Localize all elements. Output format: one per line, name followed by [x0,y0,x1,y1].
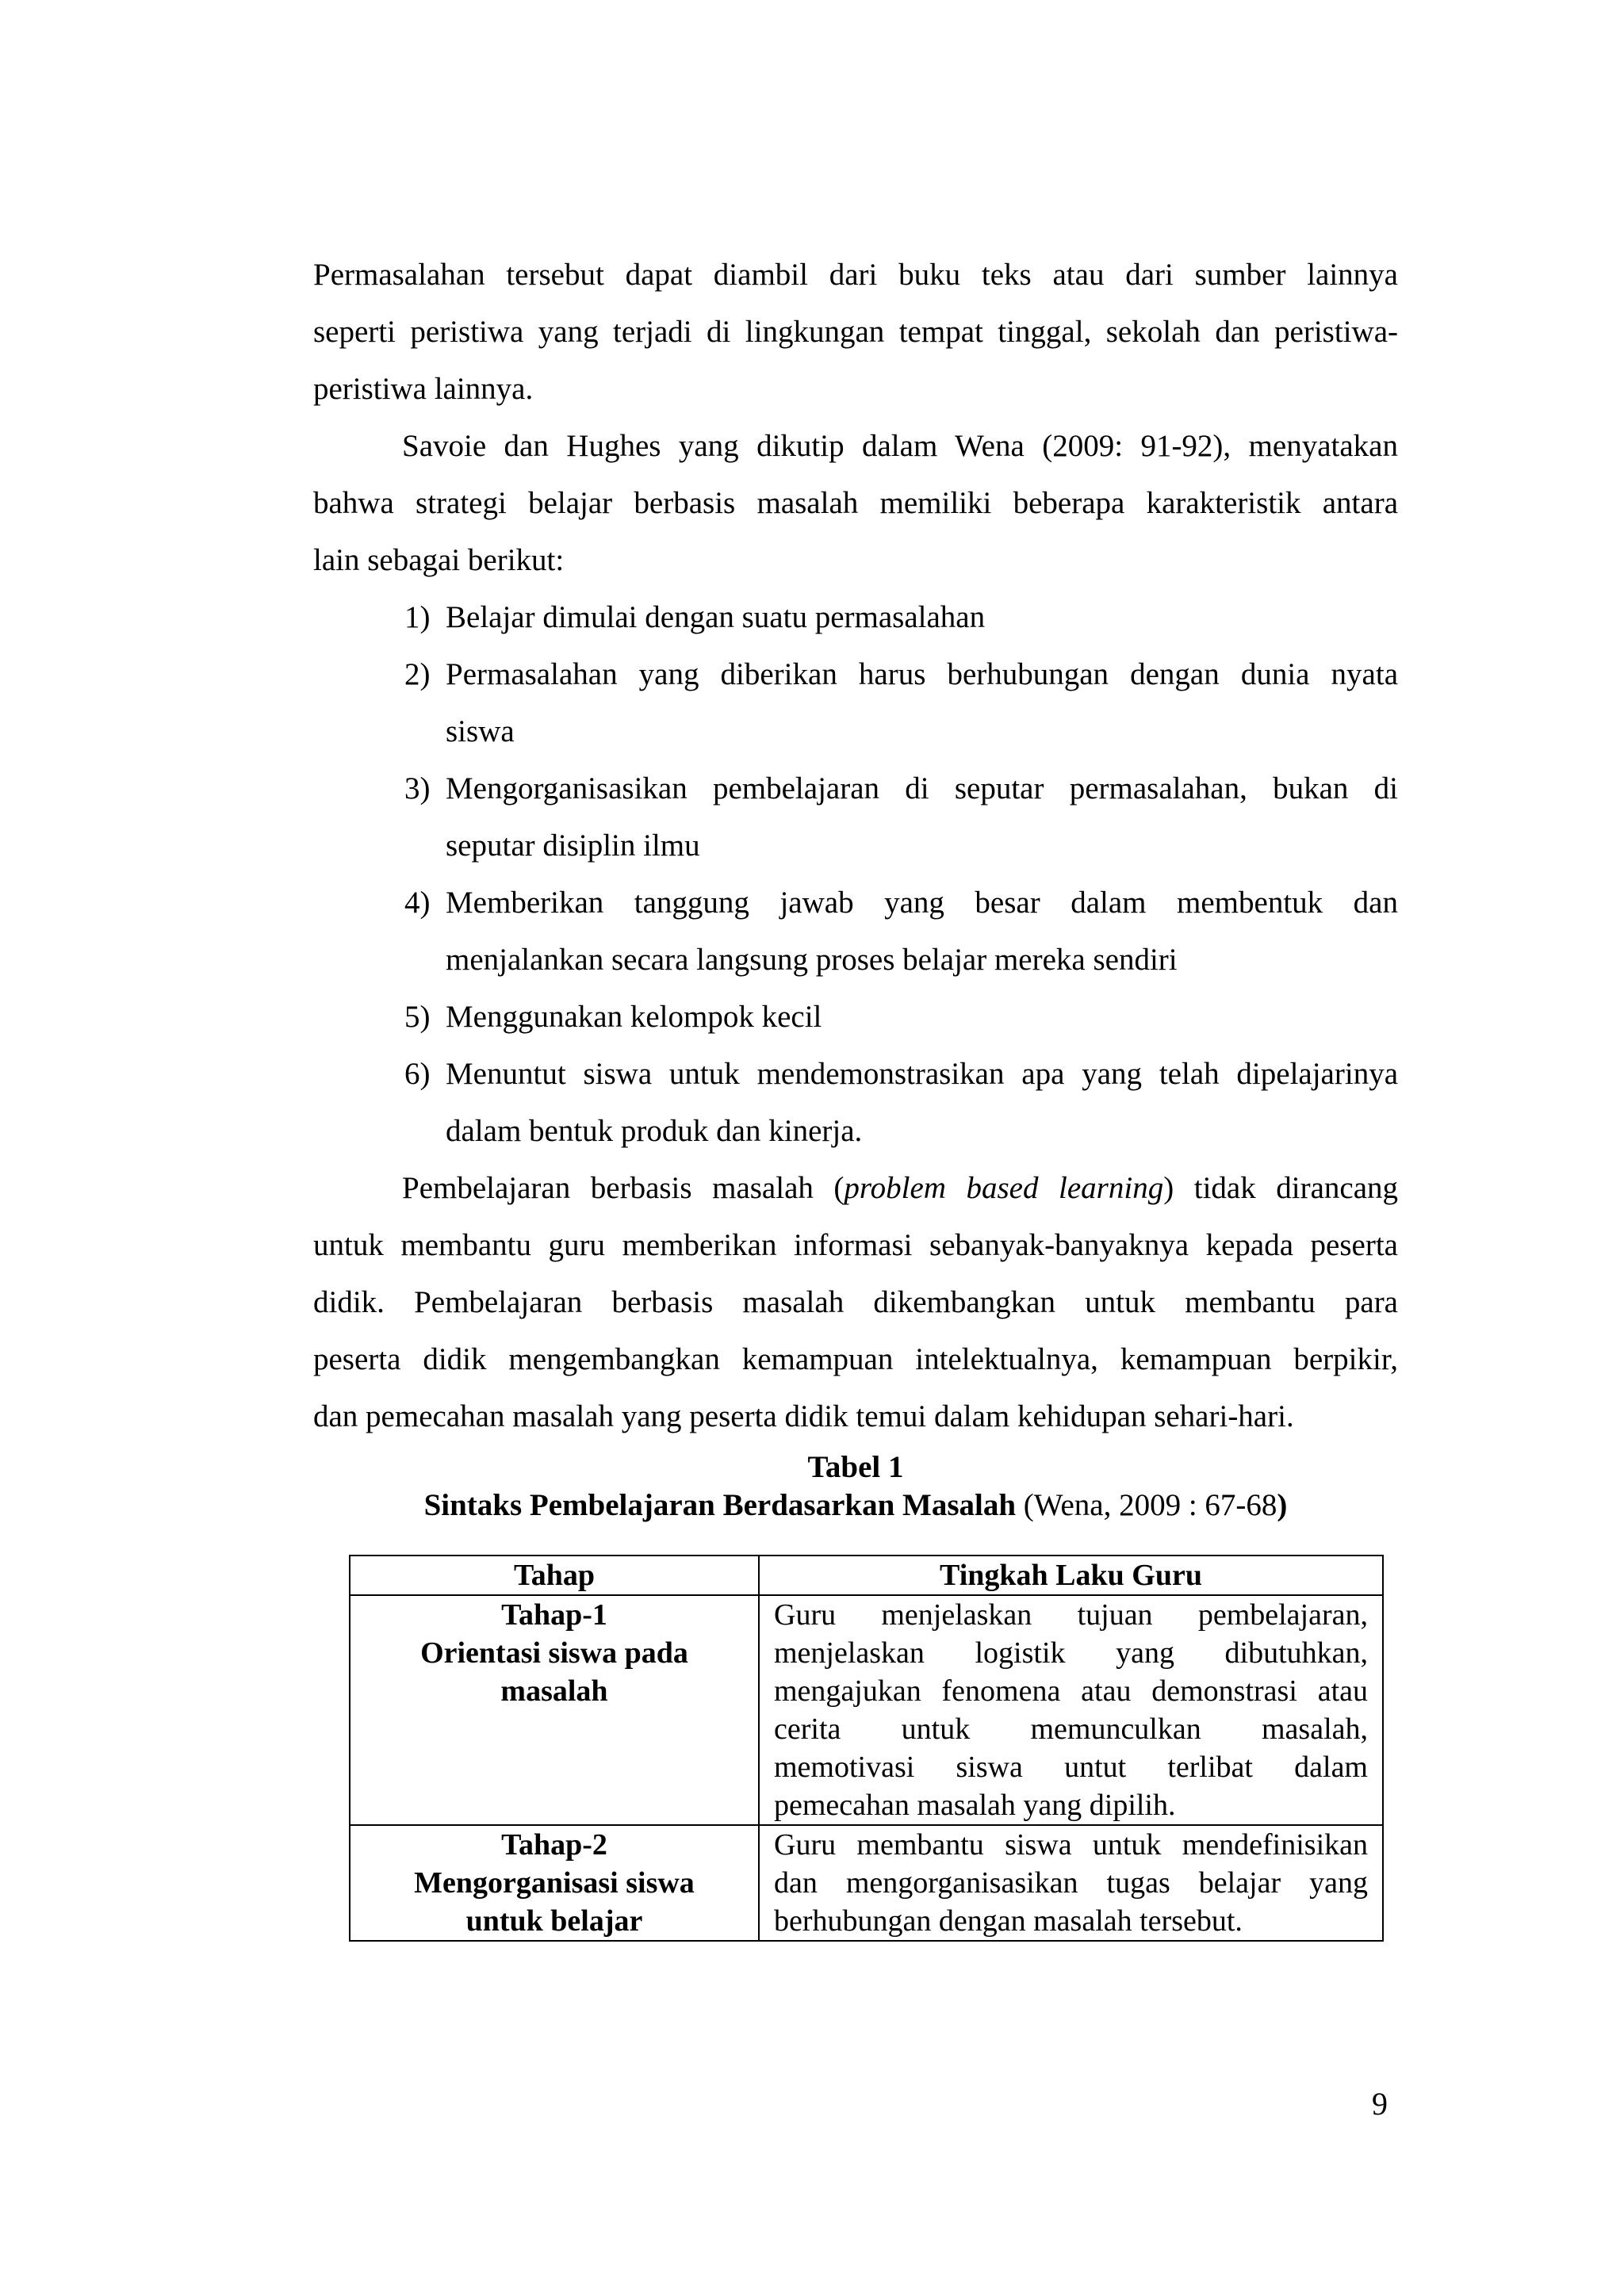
behavior-line: menjelaskan logistik yang dibutuhkan, [774,1636,1368,1670]
behavior-line: mengajukan fenomena atau demonstrasi atau [774,1674,1368,1708]
paragraph-3 [313,1160,1398,1445]
behavior-line: Guru membantu siswa untuk mendefinisikan [774,1828,1368,1862]
behavior-line: memotivasi siswa untut terlibat dalam [774,1751,1368,1784]
paragraph-italic-term: problem based learning [844,1171,1164,1205]
paragraph-line: seperti peristiwa yang terjadi di lingkungan tempat tinggal, sekolah dan peristiwa- [313,315,1398,349]
list-text: dalam bentuk produk dan kinerja. [446,1114,863,1148]
characteristics-list [404,589,1398,1160]
stage-desc: untuk belajar [465,1904,643,1938]
list-item [404,760,1398,874]
table-caption [313,1448,1398,1525]
paragraph-line: bahwa strategi belajar berbasis masalah memiliki beberapa karakteristik antara [313,486,1398,520]
list-text: seputar disiplin ilmu [446,828,700,863]
table-header-cell: Tingkah Laku Guru [759,1556,1383,1595]
stage-desc: masalah [500,1674,608,1708]
paragraph-line: didik. Pembelajaran berbasis masalah dikembangkan untuk membantu para [313,1285,1398,1319]
list-number: 2) [404,657,431,691]
syntax-table [349,1555,1384,1942]
behavior-line: cerita untuk memunculkan masalah, [774,1712,1368,1746]
paragraph-text: Pembelajaran berbasis masalah ( [402,1171,845,1205]
list-text: Menuntut siswa untuk mendemonstrasikan apa yang telah dipelajarinya [446,1057,1398,1091]
table-row [350,1825,1383,1941]
list-text: siswa [446,714,515,748]
table-header-row [350,1556,1383,1595]
paragraph-line: Permasalahan tersebut dapat diambil dari buku teks atau dari sumber lainnya [313,258,1398,292]
stage-cell [350,1595,759,1825]
behavior-line: pemecahan masalah yang dipilih. [774,1789,1176,1822]
table-label: Tabel 1 [807,1450,904,1484]
list-item [404,646,1398,760]
behavior-line: Guru menjelaskan tujuan pembelajaran, [774,1598,1368,1632]
paragraph-line: lain sebagai berikut: [313,543,565,577]
behavior-cell [759,1595,1383,1825]
list-item [404,1046,1398,1160]
list-text: Belajar dimulai dengan suatu permasalahan [446,600,986,634]
stage-name: Tahap-2 [501,1828,607,1862]
behavior-line: dan mengorganisasikan tugas belajar yang [774,1866,1368,1900]
paragraph-line: Savoie dan Hughes yang dikutip dalam Wena (2009: 91-92), menyatakan [402,429,1398,463]
paragraph-line: dan pemecahan masalah yang peserta didik temui dalam kehidupan sehari-hari. [313,1399,1294,1433]
list-number: 1) [404,600,431,634]
behavior-line: berhubungan dengan masalah tersebut. [774,1904,1243,1938]
list-text: Memberikan tanggung jawab yang besar dalam membentuk dan [446,886,1398,920]
stage-desc: Mengorganisasi siswa [414,1866,695,1900]
list-item [404,589,1398,646]
list-number: 5) [404,1000,431,1034]
behavior-cell [759,1825,1383,1941]
paragraph-2 [313,418,1398,589]
list-number: 6) [404,1057,431,1091]
list-text: Menggunakan kelompok kecil [446,1000,822,1034]
list-text: Mengorganisasikan pembelajaran di seputar permasalahan, bukan di [446,771,1398,806]
paragraph-1 [313,247,1398,418]
paragraph-line: peserta didik mengembangkan kemampuan intelektualnya, kemampuan berpikir, [313,1342,1398,1376]
stage-desc: Orientasi siswa pada [420,1636,688,1670]
paragraph-line: untuk membantu guru memberikan informasi sebanyak-banyaknya kepada peserta [313,1228,1398,1262]
paragraph-text: ) tidak dirancang [1163,1171,1399,1205]
list-text: Permasalahan yang diberikan harus berhubungan dengan dunia nyata [446,657,1398,691]
page-number: 9 [1372,2086,1388,2122]
paragraph-line: peristiwa lainnya. [313,372,534,406]
table-title: Sintaks Pembelajaran Berdasarkan Masalah (Wena, 2009 : 67-68) [423,1488,1288,1522]
stage-cell [350,1825,759,1941]
table-header-cell: Tahap [350,1556,759,1595]
table-row [350,1595,1383,1825]
stage-name: Tahap-1 [501,1598,607,1632]
list-number: 4) [404,886,431,920]
list-item [404,989,1398,1046]
list-number: 3) [404,771,431,806]
paragraph-line [313,1160,1398,1217]
list-item [404,874,1398,989]
list-text: menjalankan secara langsung proses belajar mereka sendiri [446,943,1178,977]
